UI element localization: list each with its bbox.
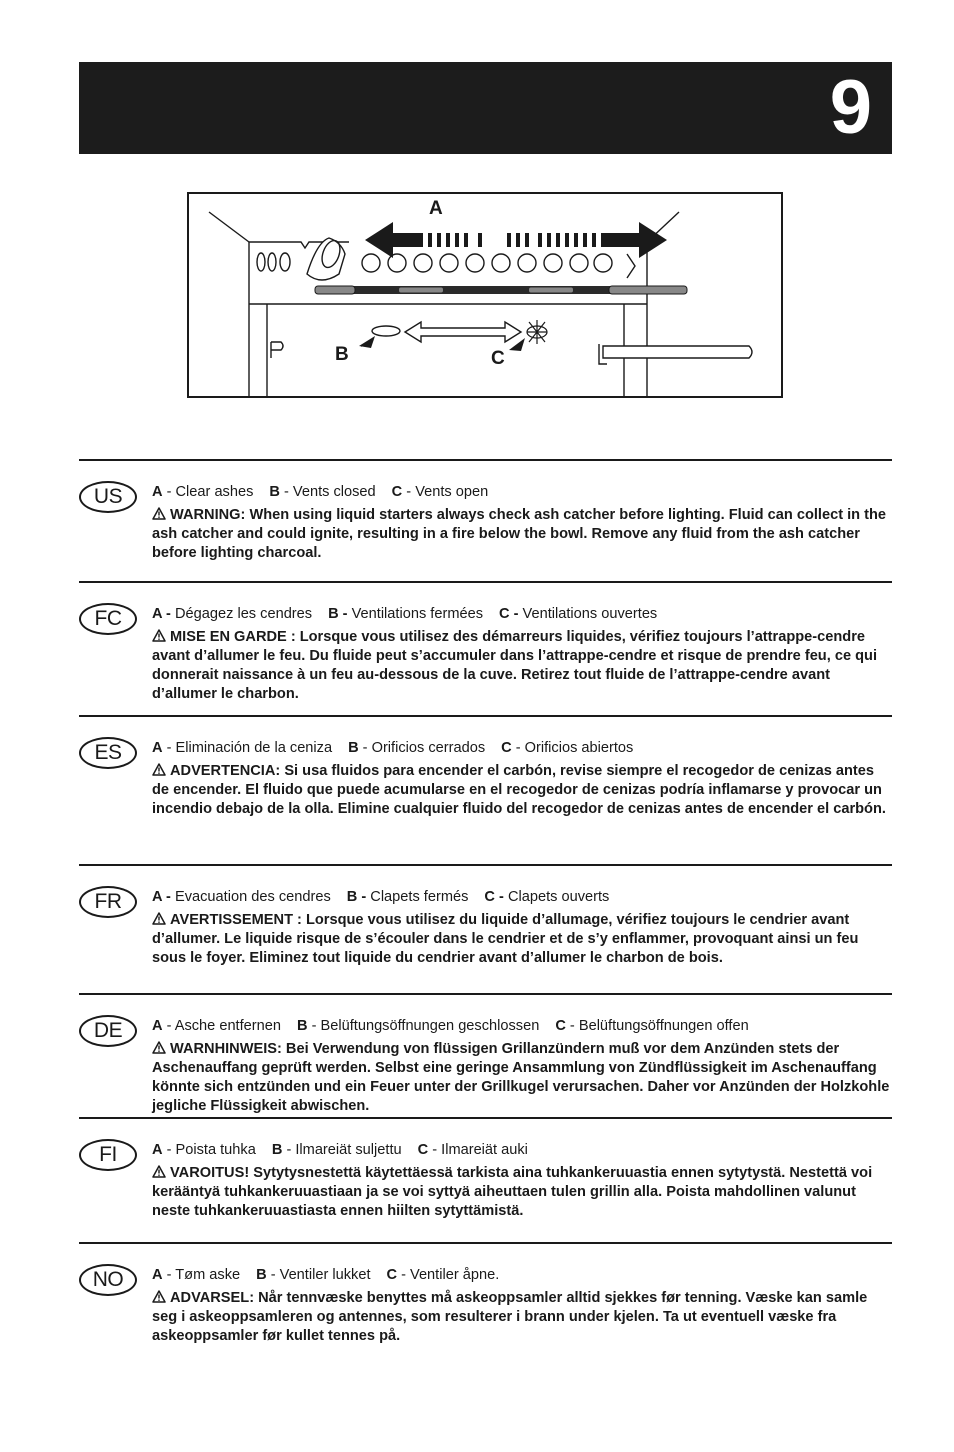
warning-body: WARNING: When using liquid starters always check ash catcher before lighting. Fluid can collect in the ash catcher and could ignite, resulting in a fire below the bowl. Remove any fluid from the ash catcher before lighting charcoal. — [152, 507, 887, 561]
callout-b: B — [335, 344, 349, 365]
legend-text: Ventilations fermées — [347, 606, 484, 622]
section-content — [152, 1141, 892, 1221]
section-content — [152, 483, 892, 563]
warning-text — [152, 506, 892, 563]
legend-item — [484, 889, 609, 905]
legend-item — [348, 740, 485, 756]
legend-text: Ventilations ouvertes — [518, 606, 658, 622]
legend-line — [152, 739, 892, 757]
legend-line — [152, 888, 892, 906]
legend-item — [501, 740, 633, 756]
legend-item — [297, 1018, 539, 1034]
section-content — [152, 605, 892, 704]
bowl-edge-left — [209, 212, 249, 242]
warning-text — [152, 628, 892, 704]
legend-item — [555, 1018, 748, 1034]
legend-key: B — [297, 1018, 308, 1034]
legend-text: Dégagez les cendres — [170, 606, 313, 622]
legend-item — [256, 1267, 370, 1283]
warning-body: ADVERTENCIA: Si usa fluidos para encender el carbón, revise siempre el recogedor de cenizas antes de encender. El fluido que puede acumularse en el recogedor de cenizas podría inflamarse y provocar un incendio debajo de la olla. Elimine cualquier fluido del recogedor de cenizas antes de encender el carbón. — [152, 763, 886, 817]
legend-key: C — [391, 484, 403, 500]
section-content — [152, 1266, 892, 1346]
vent-closed-shape — [372, 326, 400, 336]
legend-line — [152, 483, 892, 501]
legend-key: B - — [328, 606, 348, 622]
legend-item — [152, 1142, 256, 1158]
legend-text: Evacuation des cendres — [170, 889, 331, 905]
language-section-es — [79, 715, 892, 866]
legend-text: - Ventiler åpne. — [397, 1267, 500, 1283]
legend-key: A - — [152, 606, 171, 622]
language-section-fi — [79, 1117, 892, 1244]
legend-key: B — [256, 1267, 267, 1283]
ash-catcher-illustration — [187, 192, 783, 398]
legend-item — [499, 606, 657, 622]
language-badge: US — [79, 481, 137, 513]
language-section-fr — [79, 864, 892, 995]
warning-text — [152, 762, 892, 819]
legend-key: B — [271, 1142, 283, 1158]
legend-item — [152, 606, 312, 622]
legend-text: - Asche entfernen — [162, 1018, 281, 1034]
language-badge: DE — [79, 1015, 137, 1047]
legend-item — [387, 1267, 500, 1283]
legend-line — [152, 605, 892, 623]
legend-text: - Orificios abiertos — [511, 740, 634, 756]
legend-item — [272, 1142, 402, 1158]
legend-item — [269, 484, 375, 500]
language-badge: FR — [79, 886, 137, 918]
warning-triangle-icon — [152, 507, 166, 520]
legend-line — [152, 1266, 892, 1284]
legend-item — [418, 1142, 528, 1158]
warning-triangle-icon — [152, 912, 166, 925]
language-section-no — [79, 1242, 892, 1364]
warning-text — [152, 911, 892, 968]
callout-a: A — [429, 198, 443, 219]
legend-key: A — [152, 1018, 163, 1034]
warning-body: VAROITUS! Sytytysnestettä käytettäessä tarkista aina tuhkankeruuastia ennen sytytystä. Nestettä voi kerääntyä tuhkankeruuastiaan ja se voi syttyä aiheuttaen tulen grillin alla. Poista mahdollinen valunut neste tuhkankeruuastiasta ennen hiilten sytyttämistä. — [152, 1165, 873, 1219]
vent-slide-arrow — [405, 322, 521, 342]
legend-key: C — [501, 740, 512, 756]
legend-text: Clapets ouverts — [503, 889, 610, 905]
legend-item — [152, 1018, 281, 1034]
legend-key: C — [386, 1267, 398, 1283]
language-badge: FC — [79, 603, 137, 635]
warning-triangle-icon — [152, 1290, 166, 1303]
header-bar — [79, 62, 892, 154]
legend-key: C - — [499, 606, 519, 622]
legend-key: C - — [484, 889, 504, 905]
legend-text: - Vents closed — [279, 484, 376, 500]
legend-key: A - — [152, 889, 171, 905]
legend-item — [328, 606, 483, 622]
legend-line — [152, 1141, 892, 1159]
legend-key: A — [152, 1267, 163, 1283]
language-badge: NO — [79, 1264, 137, 1296]
legend-text: - Tøm aske — [162, 1267, 241, 1283]
language-section-us — [79, 459, 892, 583]
legend-text: - Eliminación de la ceniza — [162, 740, 333, 756]
legend-item — [347, 889, 469, 905]
legend-text: - Ilmareiät auki — [428, 1142, 528, 1158]
legend-key: C — [417, 1142, 429, 1158]
legend-text: - Ilmareiät suljettu — [282, 1142, 402, 1158]
section-content — [152, 1017, 892, 1116]
legend-item — [152, 740, 332, 756]
legend-text: - Belüftungsöffnungen geschlossen — [307, 1018, 540, 1034]
warning-triangle-icon — [152, 763, 166, 776]
legend-key: C — [555, 1018, 566, 1034]
legend-key: B — [269, 484, 280, 500]
vent-open-shape — [527, 320, 547, 344]
warning-body: ADVARSEL: Når tennvæske benyttes må askeoppsamler alltid sjekkes før tenning. Væske kan samle seg i askeoppsamleren og antennes, som resulterer i brann under kjelen. Ta ut eventuell væske fra askeoppsamler før kullet tennes på. — [152, 1290, 868, 1344]
callout-c: C — [491, 348, 505, 369]
legend-item — [152, 1267, 240, 1283]
section-content — [152, 888, 892, 968]
step-number: 9 — [829, 65, 870, 150]
section-content — [152, 739, 892, 819]
legend-text: - Poista tuhka — [162, 1142, 256, 1158]
legend-text: - Orificios cerrados — [358, 740, 486, 756]
warning-triangle-icon — [152, 629, 166, 642]
legend-key: A — [152, 1142, 163, 1158]
legend-item — [152, 889, 331, 905]
legend-key: B — [348, 740, 359, 756]
clear-ashes-arrow — [365, 222, 667, 258]
legend-item — [152, 484, 253, 500]
legend-item — [392, 484, 489, 500]
language-section-de — [79, 993, 892, 1119]
language-badge: ES — [79, 737, 137, 769]
legend-text: - Belüftungsöffnungen offen — [565, 1018, 749, 1034]
warning-body: AVERTISSEMENT : Lorsque vous utilisez du liquide d’allumage, vérifiez toujours le cendrier avant d’allumer. Le liquide risque de s’écouler dans le cendrier et de s’y enflammer, provoquant ainsi un feu sous le foyer. Eliminez tout liquide du cendrier avant d’allumer le charbon de bois. — [152, 912, 859, 966]
legend-text: - Vents open — [402, 484, 489, 500]
legend-key: A — [152, 740, 163, 756]
legend-text: - Clear ashes — [162, 484, 254, 500]
language-section-fc — [79, 581, 892, 717]
warning-text — [152, 1164, 892, 1221]
warning-triangle-icon — [152, 1041, 166, 1054]
legend-line — [152, 1017, 892, 1035]
warning-text — [152, 1040, 892, 1116]
warning-body: MISE EN GARDE : Lorsque vous utilisez des démarreurs liquides, vérifiez toujours l’attrappe-cendre avant d’allumer le feu. Du fluide peut s’accumuler dans l’attrappe-cendre et risque de prendre feu, ce qui donnerait naissance à un feu au-dessous de la cuve. Retirez tout fluide de l’attrappe-cendre avant d’allumer le charbon. — [152, 629, 878, 702]
legend-text: - Ventiler lukket — [266, 1267, 371, 1283]
language-badge: FI — [79, 1139, 137, 1171]
legend-key: B - — [346, 889, 367, 905]
warning-triangle-icon — [152, 1165, 166, 1178]
legend-key: A — [152, 484, 163, 500]
warning-text — [152, 1289, 892, 1346]
warning-body: WARNHINWEIS: Bei Verwendung von flüssigen Grillanzündern muß vor dem Anzünden stets der Aschenauffang geprüft werden. Selbst eine geringe Ansammlung von Zündflüssigkeit im Aschenauffang könnte sich entzünden und ein Feuer unter der Grillkugel verursachen. Daher vor Anzünden der Holzkohle jegliche Flüssigkeit abwischen. — [152, 1041, 890, 1114]
legend-text: Clapets fermés — [366, 889, 469, 905]
